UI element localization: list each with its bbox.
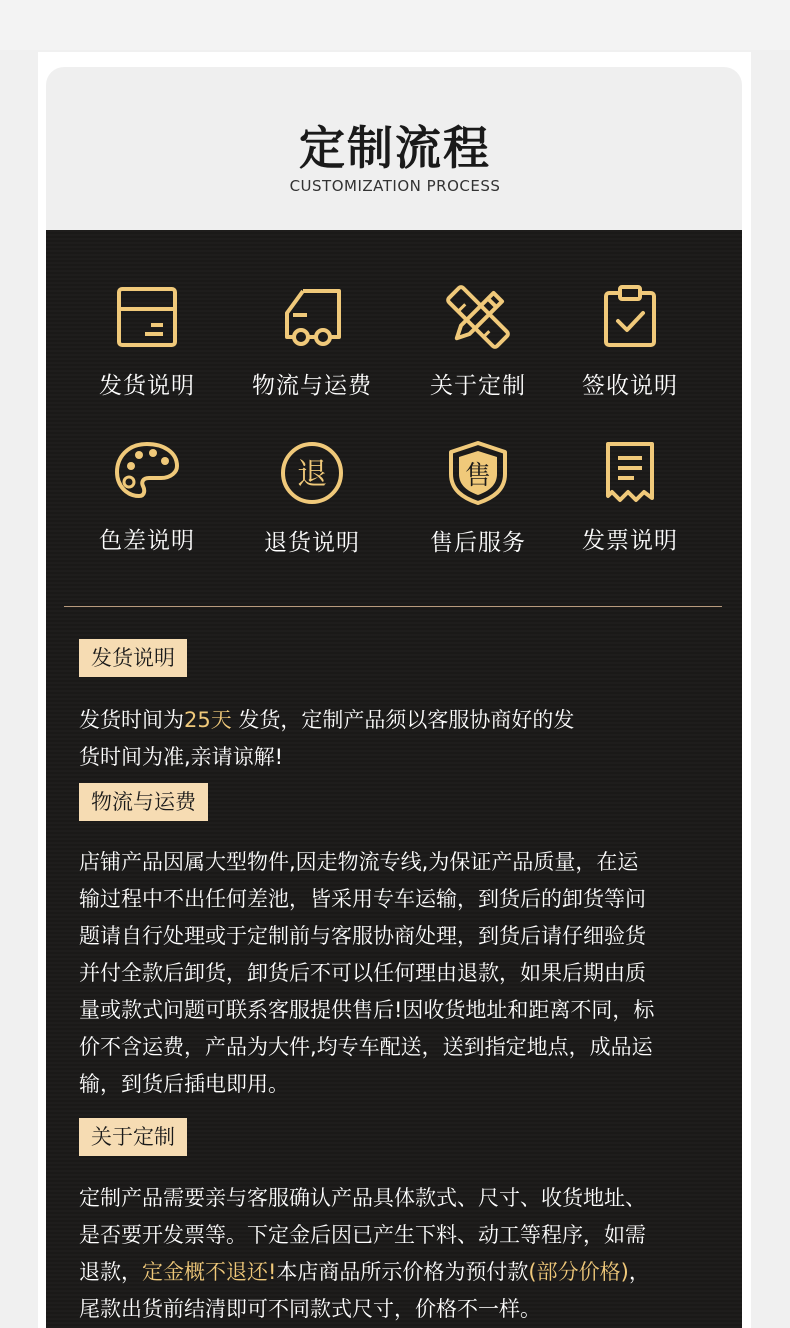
logistics-text: 店铺产品因属大型物件,因走物流专线,为保证产品质量，在运 输过程中不出任何差池，皆采用专车运输，到货后的卸货等问 题请自行处理或于定制前与客服协商处理，到货后请仔细验货 并付全款后卸货，卸货后不可以任何理由退款，如果后期由质 量或款式问题可联系客服提供售后!因收货地址和距离不同，标 价不含运费，产品为大件,均专车配送，送到指定地点，成品运 输，到货后插电即用。: [79, 850, 655, 1096]
nav-item-label: 发货说明: [99, 373, 195, 399]
nav-item-color-diff[interactable]: [62, 440, 232, 555]
nav-item-label: 色差说明: [99, 528, 195, 554]
nav-item-label: 售后服务: [430, 530, 526, 556]
nav-item-custom[interactable]: [393, 285, 563, 400]
deposit-warning: 定金概不退还!: [142, 1260, 277, 1284]
return-circle-icon: [279, 440, 345, 506]
nav-item-logistics[interactable]: [227, 285, 397, 400]
receipt-icon: [602, 440, 658, 504]
nav-item-receipt[interactable]: [545, 285, 715, 400]
box-icon: [115, 285, 179, 349]
return-glyph: 退: [297, 457, 327, 492]
shield-service-icon: [447, 440, 509, 506]
pencil-ruler-icon: [446, 285, 510, 349]
palette-icon: [113, 440, 181, 504]
nav-item-label: 发票说明: [582, 528, 678, 554]
section-divider: [64, 606, 722, 607]
page-title: 定制流程: [299, 121, 491, 175]
shipping-days: 25天: [184, 708, 232, 732]
section-tag-logistics: 物流与运费: [79, 783, 208, 821]
clipboard-check-icon: [600, 285, 660, 349]
nav-item-label: 物流与运费: [252, 373, 372, 399]
nav-item-label: 退货说明: [264, 530, 360, 556]
page-top-strip: [0, 0, 790, 50]
section-tag-shipping: 发货说明: [79, 639, 187, 677]
nav-item-shipping[interactable]: [62, 285, 232, 400]
page-subtitle: CUSTOMIZATION PROCESS: [289, 177, 501, 195]
nav-item-invoice[interactable]: [545, 440, 715, 555]
partial-price-note: (部分价格): [528, 1260, 629, 1284]
service-glyph: 售: [464, 461, 492, 491]
truck-icon: [279, 285, 345, 349]
custom-text: 定制产品需要亲与客服确认产品具体款式、尺寸、收货地址、 是否要开发票等。下定金后因已产生下料、动工等程序，如需 退款，定金概不退还!本店商品所示价格为预付款(部分价格)， 尾款出货前结清即可不同款式尺寸，价格不一样。: [79, 1186, 650, 1321]
nav-item-aftersale[interactable]: [393, 440, 563, 557]
shipping-text: 发货时间为25天 发货，定制产品须以客服协商好的发 货时间为准,亲请谅解!: [79, 708, 575, 769]
nav-item-label: 关于定制: [430, 373, 526, 399]
nav-item-label: 签收说明: [582, 373, 678, 399]
section-tag-custom: 关于定制: [79, 1118, 187, 1156]
nav-item-return[interactable]: [227, 440, 397, 557]
